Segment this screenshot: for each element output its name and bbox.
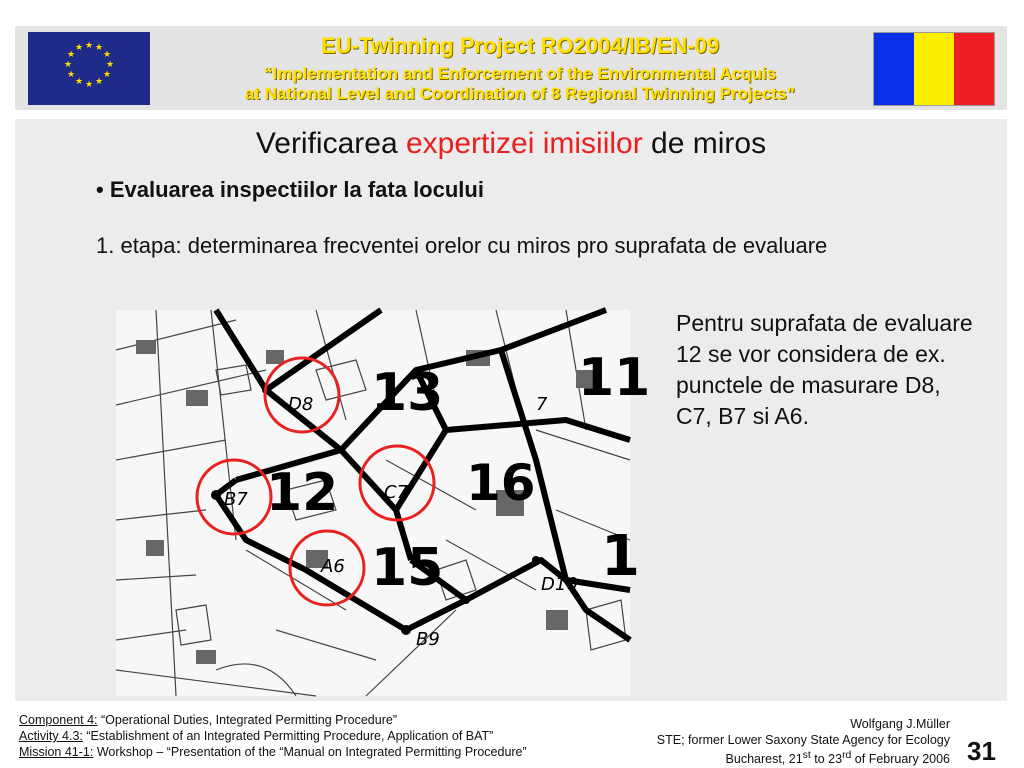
- eu-flag-icon: [28, 32, 150, 105]
- page-number: 31: [967, 736, 996, 766]
- point-label-c7: C7: [384, 482, 409, 503]
- project-subtitle-line1: “Implementation and Enforcement of the Environmental Acquis: [263, 64, 777, 83]
- area-label-12: 12: [266, 463, 339, 523]
- romania-flag-icon: [873, 32, 995, 106]
- svg-text:★: ★: [66, 70, 76, 80]
- footer-org: STE; former Lower Saxony State Agency for Ecology: [656, 733, 950, 747]
- slide-title: [15, 127, 1007, 161]
- flag-stripe-red: [954, 33, 994, 105]
- area-label-16: 16: [466, 454, 536, 512]
- footer-right: [560, 716, 950, 767]
- footer-mission-line: [19, 744, 527, 760]
- footer-date-sup1: st: [802, 750, 811, 761]
- bullet-item: • Evaluarea inspectiilor la fata locului: [96, 177, 484, 202]
- footer-date-mid: to 23: [810, 752, 843, 767]
- svg-text:★: ★: [105, 60, 115, 70]
- svg-text:★: ★: [94, 43, 104, 53]
- flag-stripe-yellow: [914, 33, 954, 105]
- slide-title-part2: de miros: [642, 127, 767, 160]
- area-label-13: 13: [371, 363, 444, 423]
- cadastral-map: [116, 310, 651, 696]
- point-label-b7: B7: [224, 489, 248, 510]
- area-label-1: 1: [601, 524, 640, 589]
- svg-text:★: ★: [94, 77, 104, 87]
- point-label-d8: D8: [288, 394, 314, 415]
- svg-text:★: ★: [74, 77, 84, 87]
- point-label-a6: A6: [321, 556, 345, 577]
- footer-left: [19, 712, 527, 760]
- footer-component-label: Component 4:: [19, 713, 98, 727]
- footer-mission-text: Workshop – “Presentation of the “Manual on Integrated Permitting Procedure”: [93, 745, 527, 759]
- svg-text:★: ★: [102, 70, 112, 80]
- footer-date-prefix: Bucharest, 21: [725, 752, 803, 767]
- area-label-15: 15: [371, 538, 444, 598]
- point-label-7: 7: [536, 394, 548, 415]
- slide-title-part1: Verificarea: [255, 127, 406, 160]
- svg-text:★: ★: [102, 50, 112, 60]
- project-subtitle-line2: at National Level and Coordination of 8 Regional Twinning Projects”: [244, 84, 796, 103]
- footer-date-suffix: of February 2006: [851, 752, 950, 767]
- bullet-text: Evaluarea inspectiilor la fata locului: [109, 177, 484, 202]
- project-title: EU-Twinning Project RO2004/IB/EN-09: [320, 33, 720, 58]
- project-subtitle: [160, 64, 880, 104]
- svg-text:★: ★: [74, 43, 84, 53]
- footer-component-line: [19, 712, 527, 728]
- svg-text:★: ★: [84, 80, 94, 90]
- slide-title-highlight: expertizei imisiilor: [405, 127, 643, 160]
- area-label-11: 11: [578, 348, 651, 408]
- etapa-text: 1. etapa: determinarea frecventei orelor cu miros pro suprafata de evaluare: [96, 233, 828, 258]
- svg-text:★: ★: [63, 60, 73, 70]
- svg-text:★: ★: [84, 41, 94, 51]
- footer-activity-text: “Establishment of an Integrated Permitting Procedure, Application of BAT”: [82, 729, 494, 743]
- footer-author: Wolfgang J.Müller: [850, 717, 950, 731]
- flag-stripe-blue: [874, 33, 914, 105]
- footer-date: [560, 748, 950, 767]
- footer-activity-label: Activity 4.3:: [19, 729, 83, 743]
- footer-activity-line: [19, 728, 527, 744]
- footer-date-sup2: rd: [842, 750, 852, 761]
- point-label-d10: D10: [541, 574, 578, 595]
- svg-text:★: ★: [66, 50, 76, 60]
- footer-component-text: “Operational Duties, Integrated Permitting Procedure”: [97, 713, 397, 727]
- point-label-b9: B9: [416, 629, 440, 650]
- side-note: Pentru suprafata de evaluare 12 se vor considera de ex. punctele de masurare D8, C7, B7 si A6.: [676, 310, 973, 429]
- footer-mission-label: Mission 41-1:: [19, 745, 94, 759]
